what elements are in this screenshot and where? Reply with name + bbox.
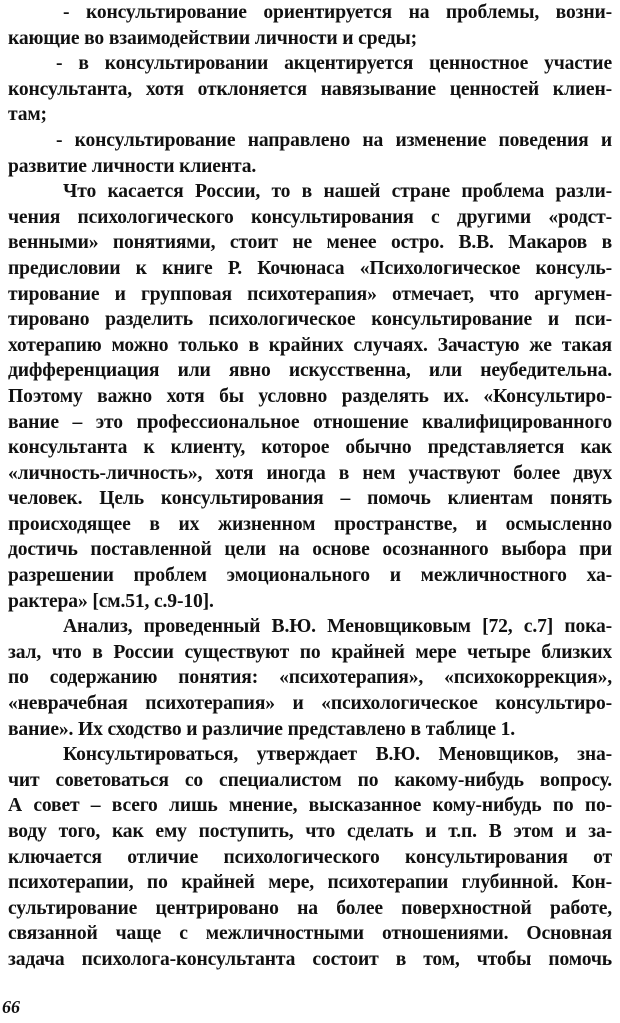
text-line: Что касается России, то в нашей стране проблема разли- — [63, 181, 612, 203]
text-line: достичь поставленной цели на основе осознанного выбора при — [8, 539, 612, 561]
text-line: чения психологического консультирования с другими «родст- — [8, 206, 612, 228]
text-line: консультанта, хотя отклоняется навязывание ценностей клиен- — [8, 78, 612, 100]
text-line: чит советоваться со специалистом по какому-нибудь вопросу. — [8, 769, 612, 791]
text-line: человек. Цель консультирования – помочь клиентам понять — [8, 488, 612, 510]
text-line: сультирование центрировано на более поверхностной работе, — [8, 897, 612, 919]
text-line: связанной чаще с межличностными отношениями. Основная — [8, 923, 612, 945]
page-number: 66 — [2, 997, 20, 1017]
text-line: А совет – всего лишь мнение, высказанное кому-нибудь по по- — [8, 795, 612, 817]
text-line: «неврачебная психотерапия» и «психологическое консультиро- — [8, 693, 612, 715]
text-line: задача психолога-консультанта состоит в том, чтобы помочь — [8, 948, 612, 970]
text-line: - консультирование направлено на изменение поведения и — [56, 129, 612, 151]
text-line: ключается отличие психологического консультирования от — [8, 846, 612, 868]
text-line: тирование и групповая психотерапия» отмечает, что аргумен- — [8, 283, 612, 305]
text-line: кающие во взаимодействии личности и среды; — [8, 27, 418, 49]
text-line: Поэтому важно хотя бы условно разделять их. «Консультиро- — [8, 385, 612, 407]
text-line: Консультироваться, утверждает В.Ю. Меновщиков, зна- — [63, 744, 612, 766]
text-line: психотерапии, по крайней мере, психотерапии глубинной. Кон- — [8, 872, 612, 894]
text-line: зал, что в России существуют по крайней мере четыре близких — [8, 641, 612, 663]
text-line: разрешении проблем эмоционального и межличностного ха- — [8, 565, 612, 587]
text-line: вание – это профессиональное отношение квалифицированного — [8, 411, 612, 433]
text-line: хотерапию можно только в крайних случаях. Зачастую же такая — [8, 334, 612, 356]
body-text — [8, 0, 612, 973]
text-line: происходящее в их жизненном пространстве, и осмысленно — [8, 513, 612, 535]
text-line: дифференциация или явно искусственна, или неубедительна. — [8, 360, 612, 382]
text-line: развитие личности клиента. — [8, 155, 257, 177]
text-line: по содержанию понятия: «психотерапия», «психокоррекция», — [8, 667, 612, 689]
text-line: вание». Их сходство и различие представлено в таблице 1. — [8, 718, 516, 740]
text-line: рактера» [см.51, с.9-10]. — [8, 590, 214, 612]
text-line: - в консультировании акцентируется ценностное участие — [56, 53, 612, 75]
text-line: венными» понятиями, стоит не менее остро. В.В. Макаров в — [8, 232, 612, 254]
text-line: - консультирование ориентируется на проблемы, возни- — [63, 2, 612, 23]
text-line: воду того, как ему поступить, что сделать и т.п. В этом и за- — [8, 821, 612, 842]
text-line: там; — [8, 104, 47, 126]
text-line: Анализ, проведенный В.Ю. Меновщиковым [72, с.7] пока- — [63, 616, 612, 638]
text-line: «личность-личность», хотя иногда в нем участвуют более двух — [8, 462, 612, 484]
text-line: тировано разделить психологическое консультирование и пси- — [8, 309, 612, 331]
text-line: консультанта к клиенту, которое обычно представляется как — [8, 437, 612, 459]
text-line: предисловии к книге Р. Кочюнаса «Психологическое консуль- — [8, 257, 612, 279]
